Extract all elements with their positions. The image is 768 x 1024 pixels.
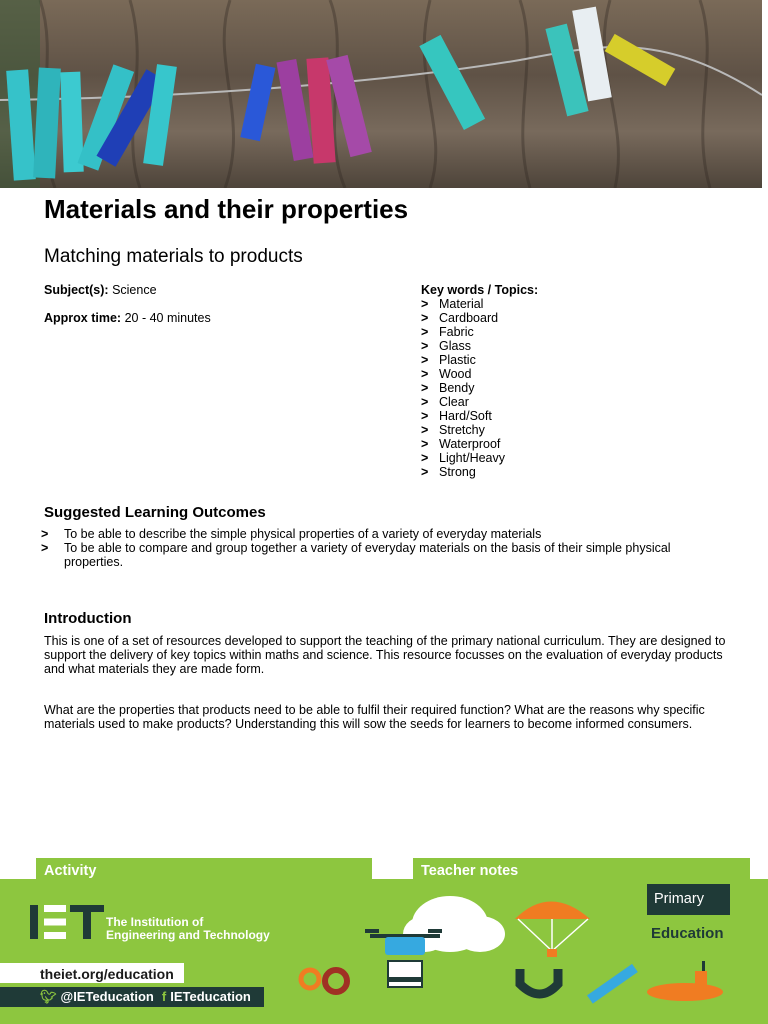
keyword-item: > Strong [421,465,476,479]
keyword-item: > Stretchy [421,423,485,437]
outcome-item: > To be able to compare and group together a variety of everyday materials on the basis of their simple physical properties. [41,541,671,569]
keywords-list [421,283,538,479]
introduction-paragraph-2: What are the properties that products need to be able to fulfil their required function? What are the reasons why specific materials used to make products? Understanding this will sow the seeds for learners to become informed consumers. [44,703,705,731]
time-value: 20 - 40 minutes [121,311,211,325]
outcome-item: > To be able to describe the simple physical properties of a variety of everyday materials [41,527,542,541]
keyword-item: > Waterproof [421,437,501,451]
gears-icon [301,970,347,992]
keywords-title: Key words / Topics: [421,283,539,297]
twitter-handle[interactable]: @IETeducation [60,989,154,1004]
tab-teacher-notes[interactable]: Teacher notes [413,858,750,880]
institution-name: The Institution of Engineering and Technology [106,915,270,942]
keyword-item: > Clear [421,395,469,409]
keyword-item: > Material [421,297,484,311]
social-links[interactable] [0,987,264,1007]
footer-banner [0,879,768,1024]
subjects [44,283,157,297]
outcomes-heading: Suggested Learning Outcomes [44,504,266,521]
introduction-paragraph-1: This is one of a set of resources developed to support the teaching of the primary national curriculum. They are designed to support the delivery of key topics within maths and science. This resource focusses on the evaluation of everyday products and what materials they are made form. [44,634,726,676]
keyword-item: > Fabric [421,325,474,339]
page-subtitle: Matching materials to products [44,246,303,267]
facebook-handle[interactable]: IETeducation [170,989,251,1004]
page-title: Materials and their properties [44,194,409,224]
pencil-icon [587,964,638,1004]
subjects-value: Science [108,283,157,297]
keyword-item: > Light/Heavy [421,451,506,465]
drone-icon [365,929,442,987]
website-link[interactable]: theiet.org/education [0,963,184,983]
keyword-item: > Wood [421,367,472,381]
keyword-item: > Bendy [421,381,475,395]
submarine-icon [647,961,723,1001]
subjects-label: Subject(s): [44,283,109,297]
keyword-item: > Glass [421,339,471,353]
clothes-pegs-illustration [0,0,762,188]
primary-label: Primary [647,884,730,915]
outcomes-list [41,527,731,569]
keyword-item: > Cardboard [421,311,499,325]
education-label: Education [651,925,724,942]
twitter-icon: 🐦︎ [40,989,57,1004]
keyword-item: > Hard/Soft [421,409,492,423]
iet-logo-icon [30,905,104,939]
introduction-heading: Introduction [44,610,132,627]
approx-time [44,311,211,325]
keyword-item: > Plastic [421,353,476,367]
magnet-icon [520,969,558,994]
tab-activity[interactable]: Activity [36,858,372,880]
time-label: Approx time: [44,311,122,325]
parachute-icon [515,902,590,958]
hero-image [0,0,762,188]
facebook-icon: f [161,989,167,1004]
